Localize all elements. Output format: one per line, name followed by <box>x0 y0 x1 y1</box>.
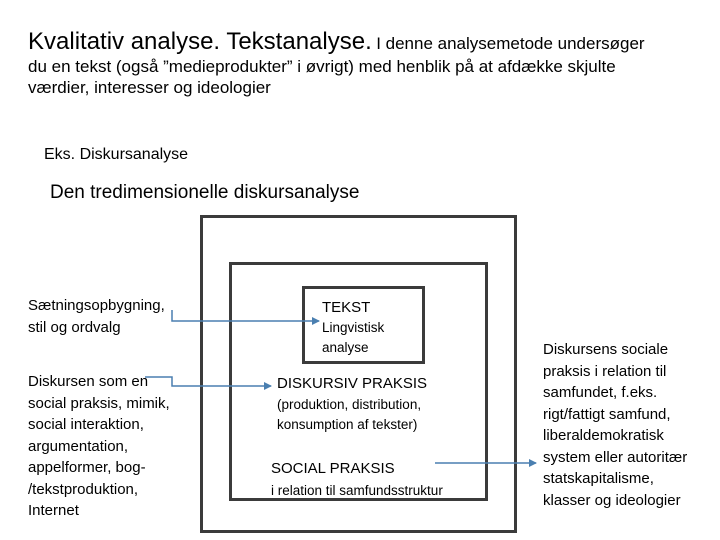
left-note1-line: stil og ordvalg <box>28 318 121 336</box>
discursive-practice-sub-line2: konsumption af tekster) <box>277 417 418 432</box>
social-practice-title: SOCIAL PRAKSIS <box>271 460 395 477</box>
text-box-title: TEKST <box>322 299 371 316</box>
right-note-line: liberaldemokratisk <box>543 427 664 444</box>
diagram-title: Den tredimensionelle diskursanalyse <box>50 182 360 203</box>
left-note2-line: social interaktion, <box>28 416 144 433</box>
social-practice-sub: i relation til samfundsstruktur <box>271 483 443 498</box>
arrow-discourse-to-discursive <box>145 377 271 386</box>
right-note-line: system eller autoritær <box>543 448 688 466</box>
text-box-sub-line1: Lingvistisk <box>322 320 385 335</box>
title-continuation: I denne analysemetode undersøger <box>376 34 645 53</box>
left-note1-line: Sætningsopbygning, <box>28 297 165 314</box>
arrow-sentence-to-text <box>172 310 319 321</box>
page-title: Kvalitativ analyse. Tekstanalyse. <box>28 28 372 55</box>
left-note2-line: Diskursen som en <box>28 373 149 390</box>
right-note-line: Diskursens sociale <box>543 341 669 358</box>
right-note-line: praksis i relation til <box>543 362 667 380</box>
left-note2-line: appelformer, bog- <box>28 459 146 476</box>
text-box-sub-line2: analyse <box>322 340 369 355</box>
left-note2-line: /tekstproduktion, <box>28 480 139 498</box>
right-note-line: rigt/fattigt samfund, <box>543 405 671 423</box>
example-label: Eks. Diskursanalyse <box>44 146 189 163</box>
right-note-line: samfundet, f.eks. <box>543 384 658 401</box>
discursive-practice-sub-line1: (produktion, distribution, <box>277 397 422 412</box>
left-note2-line: Internet <box>28 502 79 519</box>
intro-text: du en tekst (også ”medieprodukter” i øvrigt) med henblik på at afdække skjulte værdier, interesser og ideologier <box>28 57 616 97</box>
left-note2-line: argumentation, <box>28 437 129 455</box>
right-note-line: klasser og ideologier <box>543 491 681 509</box>
right-note-line: statskapitalisme, <box>543 470 654 487</box>
discursive-practice-title: DISKURSIV PRAKSIS <box>277 375 428 392</box>
left-note2-line: social praksis, mimik, <box>28 394 170 412</box>
